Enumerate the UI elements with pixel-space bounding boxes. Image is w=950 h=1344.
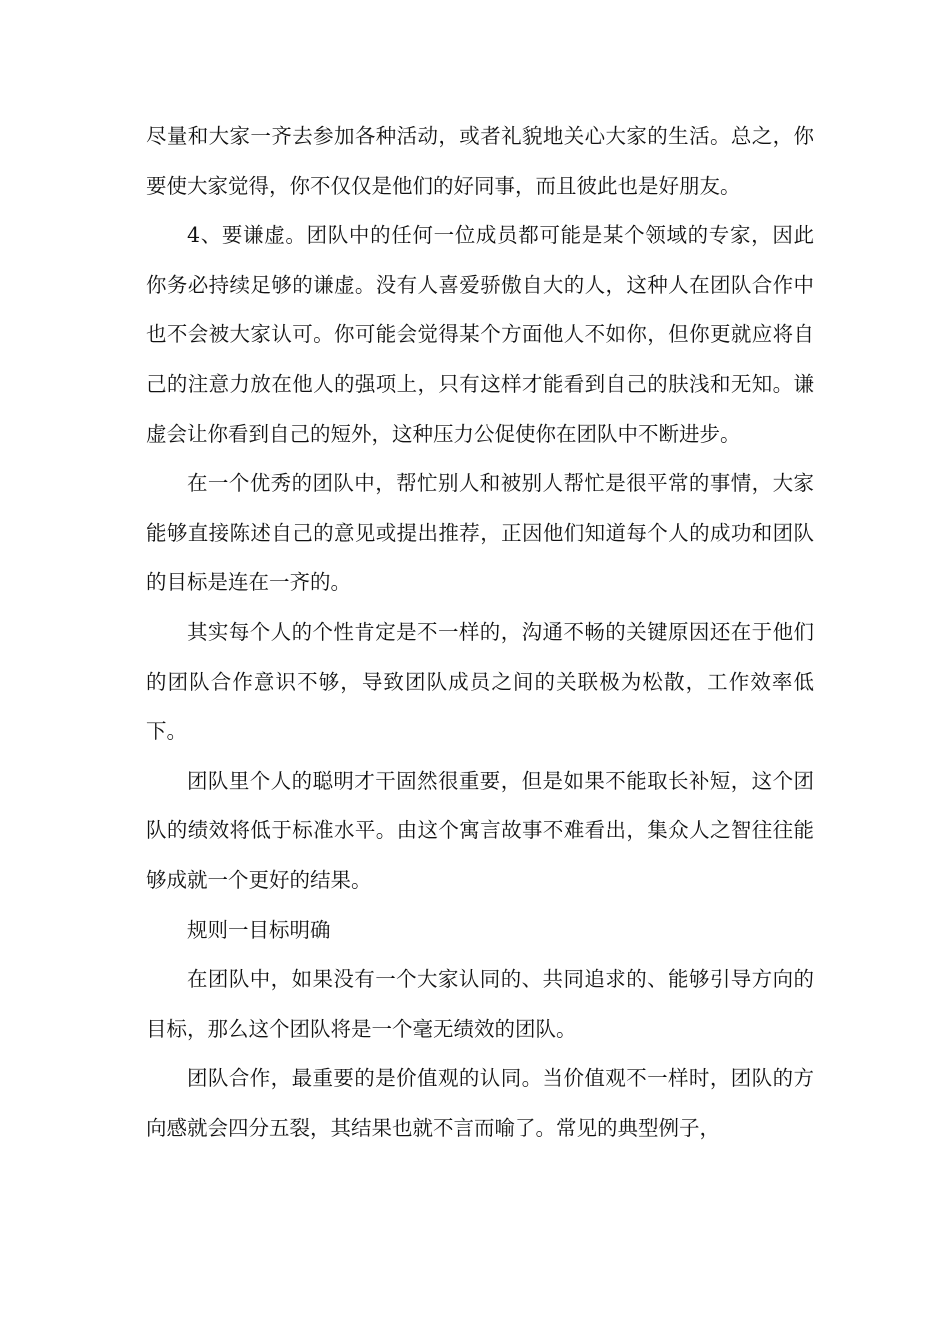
paragraph-2: 4、要谦虚。团队中的任何一位成员都可能是某个领域的专家，因此你务必持续足够的谦虚。没有人喜爱骄傲自大的人，这种人在团队合作中也不会被大家认可。你可能会觉得某个方面他人不如你，但你更就应将自己的注意力放在他人的强项上，只有这样才能看到自己的肤浅和无知。谦虚会让你看到自己的短外，这种压力公促使你在团队中不断进步。 [146,223,814,446]
paragraph-7: 团队合作，最重要的是价值观的认同。当价值观不一样时，团队的方向感就会四分五裂，其结果也就不言而喻了。常见的典型例子， [146,1066,814,1140]
paragraph-4: 其实每个人的个性肯定是不一样的，沟通不畅的关键原因还在于他们的团队合作意识不够，导致团队成员之间的关联极为松散，工作效率低下。 [146,619,814,744]
paragraph-5: 团队里个人的聪明才干固然很重要，但是如果不能取长补短，这个团队的绩效将低于标准水平。由这个寓言故事不难看出，集众人之智往往能够成就一个更好的结果。 [146,768,814,892]
section-heading: 规则一目标明确 [187,917,331,942]
paragraph-1: 尽量和大家一齐去参加各种活动，或者礼貌地关心大家的生活。总之，你要使大家觉得，你不仅仅是他们的好同事，而且彼此也是好朋友。 [146,124,814,198]
paragraph-6: 在团队中，如果没有一个大家认同的、共同追求的、能够引导方向的目标，那么这个团队将是一个毫无绩效的团队。 [146,967,814,1041]
paragraph-3: 在一个优秀的团队中，帮忙别人和被别人帮忙是很平常的事情，大家能够直接陈述自己的意见或提出推荐，正因他们知道每个人的成功和团队的目标是连在一齐的。 [146,471,814,595]
document-page [146,112,814,1153]
